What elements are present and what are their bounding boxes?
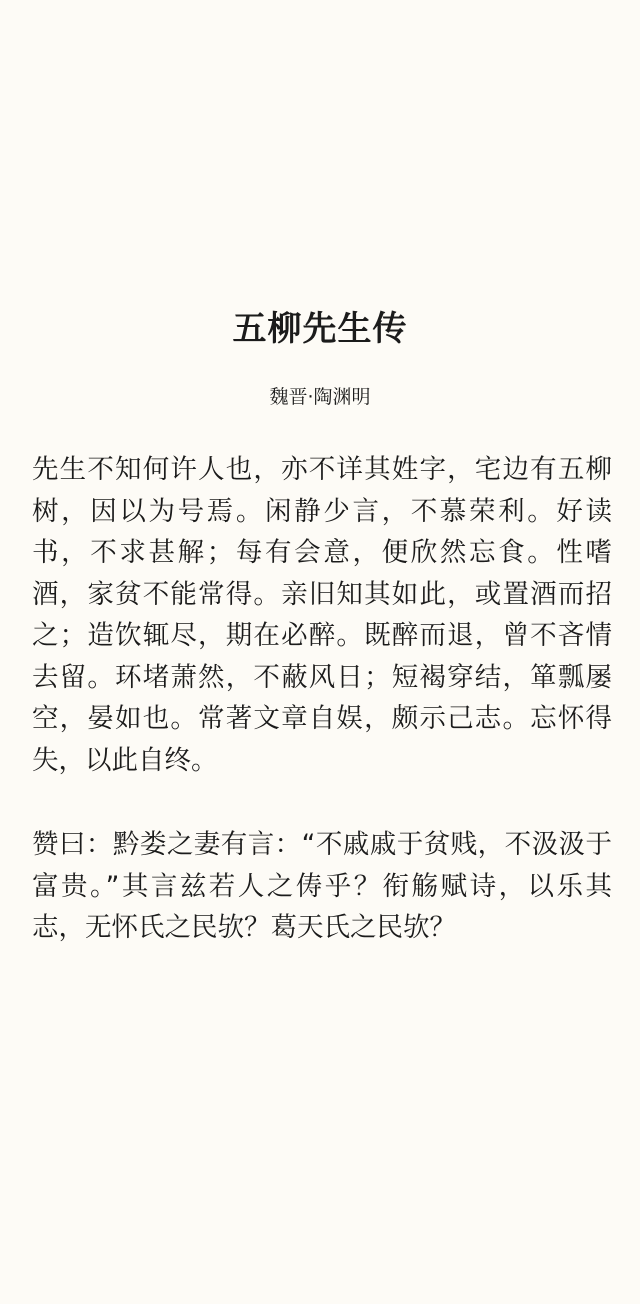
article-byline: 魏晋·陶渊明 bbox=[269, 386, 371, 408]
article-paragraph-1: 先生不知何许人也，亦不详其姓字，宅边有五柳树，因以为号焉。闲静少言，不慕荣利。好读书，不求甚解；每有会意，便欣然忘食。性嗜酒，家贫不能常得。亲旧知其如此，或置酒而招之；造饮辄尽，期在必醉。既醉而退，曾不吝情去留。环堵萧然，不蔽风日；短褐穿结，箪瓢屡空，晏如也。常著文章自娱，颇示己志。忘怀得失，以此自终。 bbox=[32, 454, 612, 776]
article-title: 五柳先生传 bbox=[232, 309, 408, 349]
article-paragraph-2: 赞曰：黔娄之妻有言：“不戚戚于贫贱，不汲汲于富贵。”其言兹若人之俦乎？衔觞赋诗，以乐其志，无怀氏之民欤？葛天氏之民欤？ bbox=[32, 829, 612, 943]
